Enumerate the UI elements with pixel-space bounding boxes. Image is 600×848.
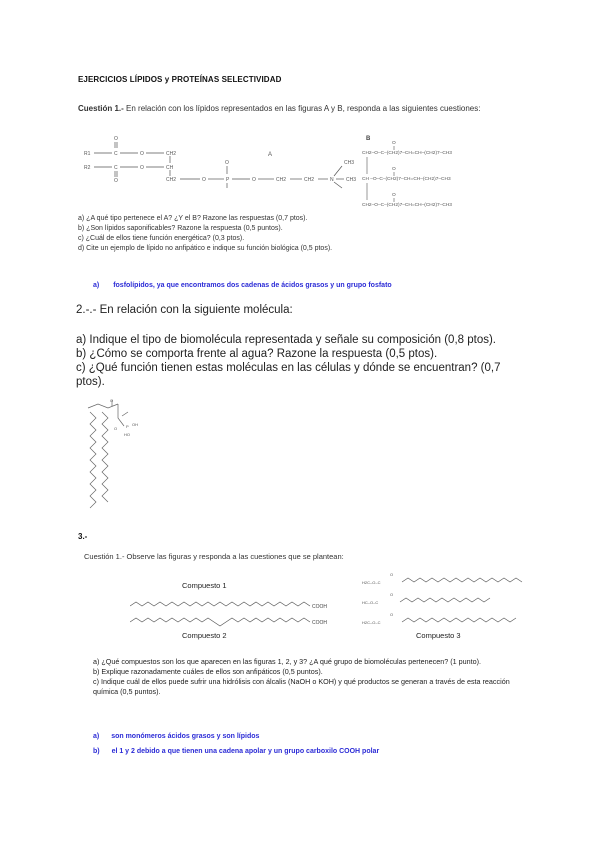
q3-question-c: c) Indique cuál de ellos puede sufrir una hidrólisis con álcalis (NaOH o KOH) y qué productos se generan a través de esta reacción química (0,5 puntos). bbox=[93, 677, 510, 696]
q3-answer-b-letter: b) bbox=[93, 748, 100, 755]
svg-text:O: O bbox=[140, 165, 144, 171]
svg-text:O: O bbox=[390, 612, 394, 617]
q3-compound2-label: Compuesto 2 bbox=[182, 631, 227, 640]
svg-text:C: C bbox=[114, 165, 118, 171]
svg-text:CH2: CH2 bbox=[304, 177, 315, 183]
q3-answer-a-letter: a) bbox=[93, 733, 100, 740]
svg-text:O: O bbox=[140, 151, 144, 157]
svg-text:O: O bbox=[252, 177, 256, 183]
svg-text:HC–O–C: HC–O–C bbox=[362, 600, 379, 605]
q1-fig-label-b: B bbox=[366, 136, 371, 142]
q2-question-a: a) Indique el tipo de biomolécula representada y señale su composición (0,8 ptos). bbox=[76, 334, 496, 346]
q1-question-d: d) Cite un ejemplo de lípido no anfipático e indique su función biológica (0,5 ptos). bbox=[78, 245, 333, 252]
svg-text:O: O bbox=[392, 141, 396, 146]
svg-text:CH3: CH3 bbox=[346, 177, 357, 183]
svg-text:CH2: CH2 bbox=[166, 151, 177, 157]
svg-text:CH2: CH2 bbox=[276, 177, 287, 183]
q3-compound1-label: Compuesto 1 bbox=[182, 581, 227, 590]
q2-question-c: c) ¿Qué función tienen estas moléculas en las células y dónde se encuentran? (0,7 ptos). bbox=[76, 362, 501, 388]
svg-text:CH: CH bbox=[166, 165, 174, 171]
svg-text:O: O bbox=[390, 592, 394, 597]
q3-answer-b-text: el 1 y 2 debido a que tienen una cadena apolar y un grupo carboxilo COOH polar bbox=[111, 748, 380, 755]
svg-text:O: O bbox=[202, 177, 206, 183]
q2-question-list bbox=[76, 333, 526, 389]
svg-text:CH2: CH2 bbox=[166, 177, 177, 183]
svg-text:CH2–O–C–(CH2)7–CH=CH–(CH2)7–CH: CH2–O–C–(CH2)7–CH=CH–(CH2)7–CH3 bbox=[362, 151, 452, 156]
svg-text:OH: OH bbox=[132, 422, 138, 427]
svg-text:H2C–O–C: H2C–O–C bbox=[362, 620, 381, 625]
q2-question-b: b) ¿Cómo se comporta frente al agua? Razone la respuesta (0,5 ptos). bbox=[76, 348, 438, 360]
q1-scan-intro bbox=[78, 104, 518, 114]
svg-text:R1: R1 bbox=[84, 151, 91, 157]
svg-text:CH2–O–C–(CH2)7–CH=CH–(CH2)7–CH: CH2–O–C–(CH2)7–CH=CH–(CH2)7–CH3 bbox=[362, 203, 452, 208]
q2-molecule-figure bbox=[78, 398, 158, 513]
page-title: EJERCICIOS LÍPIDOS y PROTEÍNAS SELECTIVIDAD bbox=[78, 75, 282, 84]
q3-question-a: a) ¿Qué compuestos son los que aparecen en las figuras 1, 2, y 3? ¿A qué grupo de biomoléculas pertenecen? (1 punto). bbox=[93, 657, 481, 666]
q3-answer-b bbox=[93, 748, 379, 755]
q1-answer bbox=[93, 282, 392, 289]
svg-text:HO: HO bbox=[124, 432, 130, 437]
q2-heading: 2.-.- En relación con la siguiente molécula: bbox=[76, 304, 293, 316]
svg-text:O: O bbox=[110, 398, 114, 403]
svg-text:O: O bbox=[114, 136, 118, 142]
svg-text:O: O bbox=[390, 572, 394, 577]
q1-answer-letter: a) bbox=[93, 282, 100, 289]
q1-answer-text: fosfolípidos, ya que encontramos dos cadenas de ácidos grasos y un grupo fosfato bbox=[113, 282, 392, 289]
q3-question-b: b) Explique razonadamente cuáles de ellos son anfipáticos (0,5 puntos). bbox=[93, 667, 323, 676]
svg-text:O: O bbox=[392, 193, 396, 198]
q3-compound2-cooh: COOH bbox=[312, 620, 327, 626]
q1-fig-label-a: A bbox=[268, 152, 273, 158]
svg-text:H2C–O–C: H2C–O–C bbox=[362, 580, 381, 585]
svg-text:P: P bbox=[226, 177, 230, 183]
svg-text:CH –O–C–(CH2)7–CH=CH–(CH2)7–CH: CH –O–C–(CH2)7–CH=CH–(CH2)7–CH3 bbox=[362, 177, 451, 182]
svg-text:R2: R2 bbox=[84, 165, 91, 171]
q1-figure-b bbox=[358, 132, 498, 212]
q3-figures bbox=[130, 570, 530, 650]
q1-question-a: a) ¿A qué tipo pertenece el A? ¿Y el B? Razone las respuestas (0,7 ptos). bbox=[78, 215, 308, 222]
q3-number: 3.- bbox=[78, 532, 88, 541]
q1-question-b: b) ¿Son lípidos saponificables? Razone la respuesta (0,5 puntos). bbox=[78, 225, 283, 232]
svg-text:O: O bbox=[392, 167, 396, 172]
q1-scan-label: Cuestión 1.- bbox=[78, 104, 124, 113]
q1-question-c: c) ¿Cuál de ellos tiene función energética? (0,3 ptos). bbox=[78, 235, 245, 242]
svg-text:O: O bbox=[114, 178, 118, 184]
q3-compound1-cooh: COOH bbox=[312, 604, 327, 610]
svg-text:C: C bbox=[114, 151, 118, 157]
svg-text:CH3: CH3 bbox=[344, 160, 355, 166]
q1-figure-a bbox=[78, 130, 358, 190]
q3-scan-intro: Cuestión 1.- Observe las figuras y responda a las cuestiones que se plantean: bbox=[84, 552, 344, 561]
q3-answer-a bbox=[93, 733, 259, 740]
q3-question-list bbox=[93, 657, 523, 697]
svg-text:O: O bbox=[225, 160, 229, 166]
q1-scan-text: En relación con los lípidos representados en las figuras A y B, responda a las siguientes cuestiones: bbox=[126, 104, 481, 113]
svg-text:N: N bbox=[330, 177, 334, 183]
q3-answer-a-text: son monómeros ácidos grasos y son lípidos bbox=[111, 733, 260, 740]
svg-text:O: O bbox=[114, 426, 118, 431]
q1-question-list bbox=[78, 214, 498, 254]
q3-compound3-label: Compuesto 3 bbox=[416, 631, 461, 640]
svg-text:P: P bbox=[126, 424, 129, 429]
